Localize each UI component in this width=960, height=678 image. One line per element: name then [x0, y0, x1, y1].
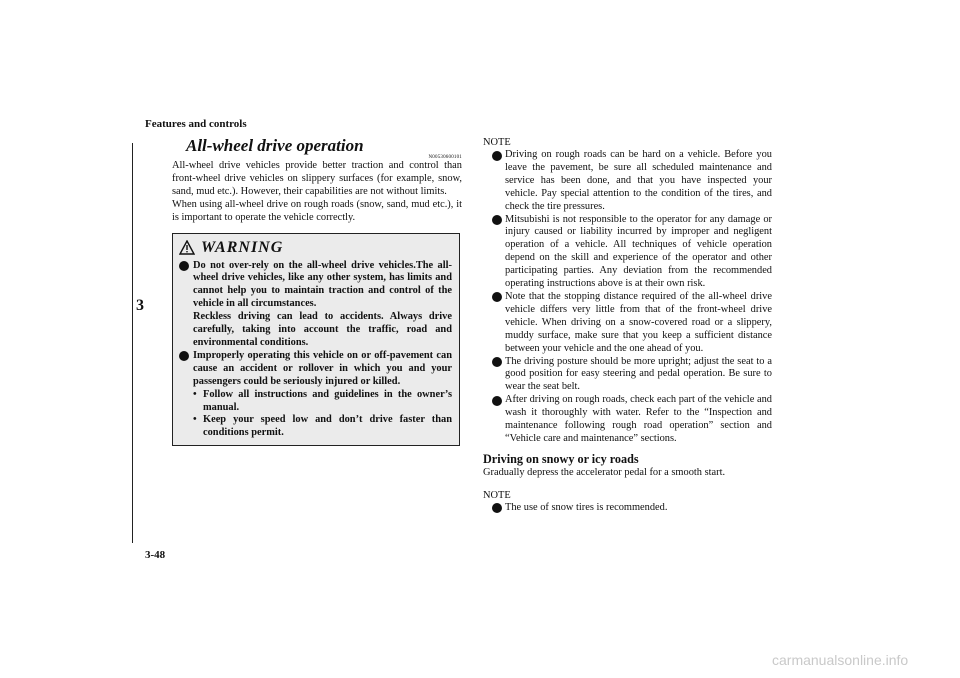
intro-paragraph: All-wheel drive vehicles provide better traction and control than front-wheel drive vehicles on slippery surfaces (for example, snow, sand, mud etc.). However, their capabilities are not without limits.	[172, 160, 462, 197]
intro-paragraph: When using all-wheel drive on rough roads (snow, sand, mud etc.), it is important to operate the vehicle correctly.	[172, 198, 462, 223]
warning-title: WARNING	[201, 238, 284, 256]
bullet-icon	[179, 351, 189, 361]
warning-item	[179, 260, 452, 350]
note-label: NOTE	[483, 489, 511, 501]
page-number: 3-48	[145, 549, 166, 561]
section-title: All-wheel drive operation	[186, 136, 364, 155]
note-item: The use of snow tires is recommended.	[483, 502, 772, 515]
note-item: Mitsubishi is not responsible to the operator for any damage or injury caused or liability incurred by improper and negligent operation of a vehicle. All techniques of vehicle operation depend on the skill and experience of the operator and other participating parties. Any deviation from the recommended operating instructions above is at their own risk.	[483, 214, 772, 291]
note-item: Note that the stopping distance required of the all-wheel drive vehicle differs very little from that of the front-wheel drive vehicle. When driving on a snow-covered road or a slippery, muddy surface, make sure that you keep a sufficient distance between your vehicle and the one ahead of you.	[483, 291, 772, 356]
right-column	[483, 137, 772, 515]
warning-box	[172, 233, 460, 447]
bullet-icon	[492, 396, 502, 406]
warning-text: Reckless driving can lead to accidents. Always drive carefully, taking into account the traffic, road and environmental conditions.	[193, 311, 452, 348]
note-item: Driving on rough roads can be hard on a vehicle. Before you leave the pavement, be sure all scheduled maintenance and service has been done, and that you have inspected your vehicle. Pay special attention to the condition of the tires, and check the tire pressures.	[483, 149, 772, 214]
note-item: After driving on rough roads, check each part of the vehicle and wash it thoroughly with water. Refer to the “Inspection and maintenance following rough road operation” section and “Vehicle care and maintenance” sections.	[483, 394, 772, 446]
warning-text: Do not over-rely on the all-wheel drive vehicles.The all-wheel drive vehicles, like any other system, has limits and cannot help you to maintain traction and control of the vehicle in all circumstances.	[193, 259, 452, 310]
left-column	[172, 135, 462, 446]
bullet-icon	[179, 261, 189, 271]
warning-text: Improperly operating this vehicle on or off-pavement can cause an accident or rollover in which you and your passengers could be seriously injured or killed.	[193, 349, 452, 387]
warning-triangle-icon	[179, 240, 195, 255]
warning-list	[179, 260, 452, 441]
bullet-icon	[492, 215, 502, 225]
subsection-title: Driving on snowy or icy roads	[483, 451, 639, 466]
note-label: NOTE	[483, 137, 511, 148]
watermark: carmanualsonline.info	[772, 652, 909, 668]
chapter-number: 3	[136, 297, 144, 314]
bullet-icon	[492, 357, 502, 367]
warning-sublist	[193, 389, 452, 441]
warning-subitem: • Keep your speed low and don’t drive faster than conditions permit.	[193, 414, 452, 439]
note-list	[483, 502, 772, 515]
warning-item	[179, 350, 452, 440]
bullet-icon	[492, 292, 502, 302]
note-item: The driving posture should be more upright; adjust the seat to a good position for easy steering and pedal operation. Be sure to wear the seat belt.	[483, 356, 772, 395]
warning-subitem: • Follow all instructions and guidelines in the owner’s manual.	[193, 388, 452, 413]
bullet-icon	[492, 151, 502, 161]
header-title: Features and controls	[145, 118, 247, 130]
section-code: N00530600101	[428, 155, 462, 160]
warning-header	[179, 238, 452, 258]
bullet-icon	[492, 503, 502, 513]
note-list	[483, 149, 772, 446]
chapter-divider	[132, 143, 133, 543]
subsection-text: Gradually depress the accelerator pedal for a smooth start.	[483, 466, 726, 478]
